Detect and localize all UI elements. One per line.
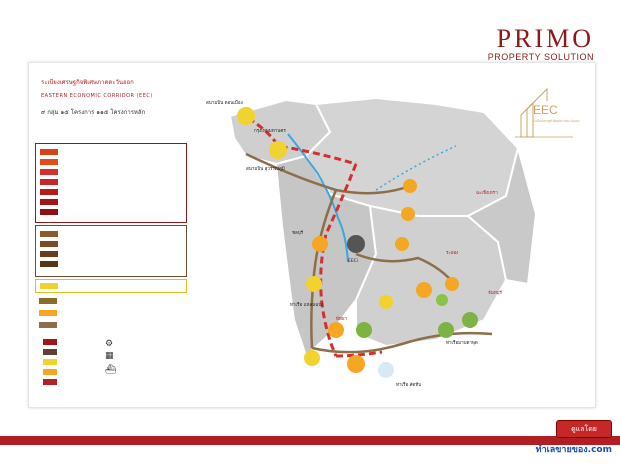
legend-swatch [40,199,58,205]
industry-marker [462,312,478,328]
legend-swatch [40,189,58,195]
legend-swatch [40,261,58,267]
industry-marker [395,237,409,251]
port-marker [304,350,320,366]
place-label: ท่าเรือมาบตาพุด [446,341,478,346]
key-swatch [43,379,57,385]
industry-marker [379,295,393,309]
port-marker [378,362,394,378]
legend-swatch [39,310,57,316]
key-swatch [43,369,57,375]
eec-logo-tagline: ระเบียงเศรษฐกิจพิเศษภาคตะวันออก [533,119,580,123]
industry-marker [436,294,448,306]
airport-marker [237,107,255,125]
legend-row [40,178,62,186]
legend-swatch [40,209,58,215]
location-marker [403,179,417,193]
slide-title-en: EASTERN ECONOMIC CORRIDOR (EEC) [41,93,153,99]
cloud-marker [347,235,365,253]
ship-icon: ⛴ [105,365,117,375]
legend-row [40,208,62,216]
eec-logo-text: EEC [533,103,558,117]
gear-icon: ⚙ [105,339,114,349]
legend-row [39,297,61,305]
legend-row [39,309,61,317]
industry-marker [438,322,454,338]
legend-group-tourism [35,279,187,293]
industry-marker [356,322,372,338]
brand-name: PRIMO [496,24,594,53]
watermark-badge: ดูแลโดย [556,420,612,438]
footer-bar [0,436,620,445]
port-marker [306,276,322,292]
industry-marker [312,236,328,252]
eec-map [206,94,542,390]
legend-group-industry [35,225,187,277]
airport-marker [347,355,365,373]
airport-marker [269,141,287,159]
legend-row [40,250,62,258]
legend-swatch [40,231,58,237]
legend-row [40,198,62,206]
brand-logo [488,26,594,62]
legend-swatch [40,251,58,257]
industry-marker [401,207,415,221]
place-label: ระยอง [446,251,459,256]
industry-marker [445,277,459,291]
legend-swatch [40,241,58,247]
map-key [43,339,173,389]
place-label: ชลบุรี [292,231,304,236]
legend-swatch [40,283,58,289]
place-label: ท่าเรือ สัตหีบ [396,383,422,388]
brand-tagline: PROPERTY SOLUTION [487,52,594,62]
place-label: กรุงเทพมหานคร [254,129,286,134]
legend-row [40,240,62,248]
location-marker [328,322,344,338]
place-label: EECi [348,259,359,264]
legend-row [40,260,62,268]
watermark-site: ทำเลขายของ.com [535,445,612,455]
legend-swatch [40,149,58,155]
slide-subtitle: ๙ กลุ่ม ๑๕ โครงการ ๑๑๕ โครงการหลัก [41,109,146,116]
place-label: สนามบิน ดอนเมือง [206,101,243,106]
industry-marker [416,282,432,298]
place-label: พัทยา [336,317,348,322]
legend-swatch [40,169,58,175]
legend-row [40,282,62,290]
place-label: สนามบิน สุวรรณภูมิ [246,167,285,172]
legend-row [40,158,62,166]
key-swatch [43,359,57,365]
place-label: ท่าเรือ แหลมฉบัง [290,303,324,308]
place-label: ฉะเชิงเทรา [476,191,498,196]
building-icon: ▦ [105,351,114,361]
legend-swatch [39,298,57,304]
legend-row [40,230,62,238]
legend-swatch [40,179,58,185]
legend-row [40,148,62,156]
legend-row [40,168,62,176]
legend-row [39,321,61,329]
slide-title-th: ระเบียงเศรษฐกิจพิเศษภาคตะวันออก [41,79,134,86]
place-label: จันทบุรี [488,291,502,296]
watermark [536,420,612,456]
key-swatch [43,339,57,345]
legend-group-transport [35,143,187,223]
legend-group-city [39,297,189,333]
legend-swatch [40,159,58,165]
legend-swatch [39,322,57,328]
key-swatch [43,349,57,355]
legend-row [40,188,62,196]
